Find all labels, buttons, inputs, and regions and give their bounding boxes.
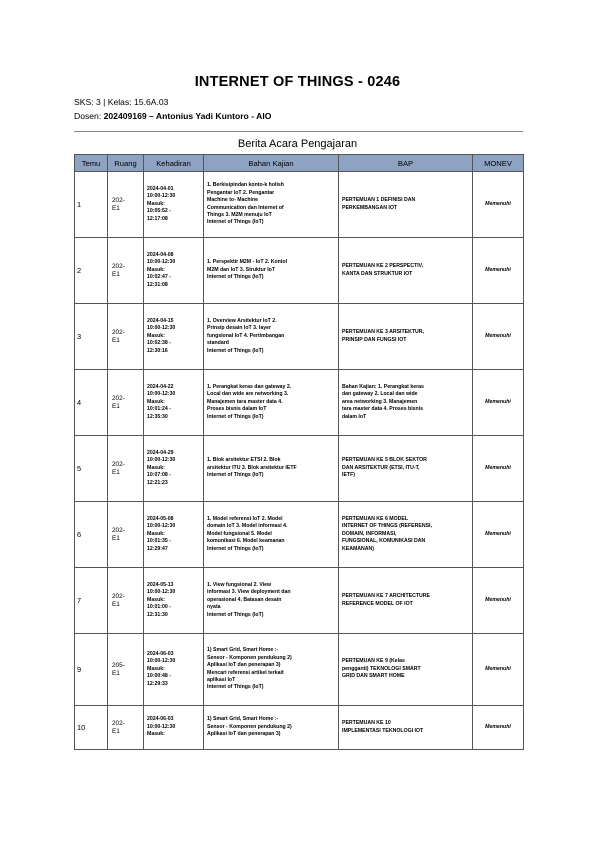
kehadiran-cell-line: 2024-05-13 [147, 581, 174, 588]
kehadiran-cell-line: Masuk: [147, 530, 165, 537]
kehadiran-cell-line: Masuk: [147, 266, 165, 273]
table-row [75, 502, 524, 568]
bahan-kajian-cell-line: Local dan wide are networking 3. [207, 391, 289, 398]
ruang-cell-line: E1 [112, 669, 120, 677]
bap-cell-line: KEAMANAN) [342, 545, 374, 552]
bahan-kajian-cell-line: Internet of Things (IoT) [207, 611, 264, 618]
kehadiran-cell-line: Masuk: [147, 665, 165, 672]
ruang-cell [108, 436, 144, 502]
table-row [75, 706, 524, 750]
bap-cell-line: KANTA DAN STRUKTUR IOT [342, 270, 413, 277]
monev-cell: Memenuhi [473, 634, 524, 706]
bahan-kajian-cell-line: domain IoT 3. Model informasi 4. [207, 523, 288, 530]
ruang-cell-line: E1 [112, 600, 120, 608]
ruang-cell-line: E1 [112, 534, 120, 542]
bahan-kajian-cell-line: 1) Smart Grid, Smart Home :- [207, 716, 279, 723]
ruang-cell [108, 502, 144, 568]
bahan-kajian-cell-line: arsitektur ITU 3. Blok arsitektur IETF [207, 464, 297, 471]
temu-cell: 1 [75, 172, 108, 238]
ruang-cell [108, 634, 144, 706]
table-row [75, 370, 524, 436]
bap-cell-line: tara master data 4. Proses bisnis [342, 406, 424, 413]
ruang-cell-line: E1 [112, 204, 120, 212]
bahan-kajian-cell-line: Internet of Things (IoT) [207, 684, 264, 691]
bap-cell-line: PERKEMBANGAN IOT [342, 204, 398, 211]
kehadiran-cell-line: 2024-04-29 [147, 449, 174, 456]
kehadiran-cell [144, 634, 204, 706]
kehadiran-cell-line: 10:07:08 - [147, 472, 171, 479]
monev-cell: Memenuhi [473, 238, 524, 304]
monev-cell: Memenuhi [473, 436, 524, 502]
ruang-cell-line: E1 [112, 402, 120, 410]
bap-cell [339, 238, 473, 304]
kehadiran-cell-line: 10:00-12:30 [147, 325, 176, 332]
kehadiran-cell [144, 238, 204, 304]
monev-cell: Memenuhi [473, 370, 524, 436]
bahan-kajian-cell-line: nyata [207, 604, 221, 611]
bap-cell-line: PERTEMUAN KE 2 PERSPECTIV, [342, 263, 424, 270]
bahan-kajian-cell-line: 1. Blok arsitektur ETSI 2. Blok [207, 457, 281, 464]
bahan-kajian-cell [204, 172, 339, 238]
bahan-kajian-cell-line: Machine to- Machine [207, 197, 259, 204]
kehadiran-cell-line: 2024-05-08 [147, 515, 174, 522]
kehadiran-cell [144, 172, 204, 238]
bap-cell-line: FUNGSIONAL, KOMUNIKASI DAN [342, 538, 426, 545]
kehadiran-cell-line: 12:31:30 [147, 611, 168, 618]
bap-cell-line: DOMAIN, INFORMASI, [342, 530, 397, 537]
temu-cell: 9 [75, 634, 108, 706]
kehadiran-cell-line: 12:35:30 [147, 413, 168, 420]
monev-cell: Memenuhi [473, 304, 524, 370]
bahan-kajian-cell-line: Sensor - Komponen pendukung 2) [207, 654, 292, 661]
bap-cell [339, 706, 473, 750]
table-row [75, 238, 524, 304]
bahan-kajian-cell-line: Internet of Things (IoT) [207, 472, 264, 479]
kehadiran-cell-line: 10:01:24 - [147, 406, 171, 413]
bap-cell-line: PERTEMUAN KE 6 MODEL [342, 515, 409, 522]
monev-cell: Memenuhi [473, 706, 524, 750]
kehadiran-cell-line: 2024-04-15 [147, 317, 174, 324]
kehadiran-cell-line: 10:02:47 - [147, 274, 171, 281]
header-temu: Temu [75, 155, 108, 172]
temu-cell: 2 [75, 238, 108, 304]
bap-cell-line: PERTEMUAN KE 3 ARSITEKTUR, [342, 329, 424, 336]
bahan-kajian-cell [204, 502, 339, 568]
lecturer-name: 202409169 – Antonius Yadi Kuntoro - AIO [103, 111, 272, 121]
kehadiran-cell-line: 12:31:08 [147, 281, 168, 288]
bahan-kajian-cell-line: Manajemen tara master data 4. [207, 398, 283, 405]
kehadiran-cell-line: 10:05:52 - [147, 208, 171, 215]
bahan-kajian-cell-line: 1. Perspektir M2M - IoT 2. Kontol [207, 259, 288, 266]
bap-cell-line: dan gateway 2. Local dan wide [342, 391, 418, 398]
bahan-kajian-cell-line: Internet of Things (IoT) [207, 219, 264, 226]
kehadiran-cell-line: 12:30:16 [147, 347, 168, 354]
temu-cell: 10 [75, 706, 108, 750]
kehadiran-cell-line: Masuk: [147, 731, 165, 738]
temu-cell: 5 [75, 436, 108, 502]
bap-cell [339, 370, 473, 436]
bap-cell-line: PERTEMUAN KE 5 BLOK SEKTOR [342, 457, 427, 464]
ruang-cell-line: E1 [112, 468, 120, 476]
bap-cell-line: PRINSIP DAN FUNGSI IOT [342, 336, 407, 343]
bahan-kajian-cell-line: Internet of Things (IoT) [207, 347, 264, 354]
bahan-kajian-cell-line: Proses bisnis dalam IoT [207, 406, 267, 413]
bap-cell [339, 436, 473, 502]
bahan-kajian-cell-line: fungsional IoT 4. Pertimbangan [207, 332, 285, 339]
table-body [75, 172, 524, 750]
ruang-cell [108, 568, 144, 634]
kehadiran-cell [144, 706, 204, 750]
monev-cell: Memenuhi [473, 172, 524, 238]
bap-cell [339, 304, 473, 370]
bahan-kajian-cell-line: Aplikasi IoT dan penerapan 3) [207, 731, 281, 738]
kehadiran-cell-line: 10:00-12:30 [147, 259, 176, 266]
ruang-cell-line: 202- [112, 719, 125, 727]
temu-cell: 7 [75, 568, 108, 634]
ruang-cell-line: 202- [112, 526, 125, 534]
monev-cell: Memenuhi [473, 568, 524, 634]
bahan-kajian-cell-line: 1. Perangkat keras dan gateway 2. [207, 383, 292, 390]
header-monev: MONEV [473, 155, 524, 172]
bahan-kajian-cell-line: Pengantar IoT 2. Pengantar [207, 189, 275, 196]
kehadiran-cell-line: 12:29:47 [147, 545, 168, 552]
bap-cell-line: REFERENCE MODEL OF IOT [342, 600, 413, 607]
bahan-kajian-cell-line: Internet of Things (IoT) [207, 274, 264, 281]
divider [74, 131, 523, 132]
table-row [75, 436, 524, 502]
bahan-kajian-cell-line: Aplikasi IoT dan penerapan 3) [207, 662, 281, 669]
ruang-cell-line: 202- [112, 328, 125, 336]
ruang-cell [108, 370, 144, 436]
kehadiran-cell-line: Masuk: [147, 332, 165, 339]
ruang-cell-line: 202- [112, 262, 125, 270]
kehadiran-cell-line: 10:01:35 - [147, 538, 171, 545]
document-title: INTERNET OF THINGS - 0246 [194, 74, 401, 90]
ruang-cell [108, 238, 144, 304]
ruang-cell-line: E1 [112, 727, 120, 735]
kehadiran-cell [144, 436, 204, 502]
temu-cell: 3 [75, 304, 108, 370]
bahan-kajian-cell [204, 568, 339, 634]
bap-cell-line: IETF) [342, 472, 355, 479]
ruang-cell-line: 202- [112, 196, 125, 204]
ruang-cell-line: E1 [112, 336, 120, 344]
teaching-record-table [74, 154, 524, 750]
bahan-kajian-cell-line: Internet of Things (IoT) [207, 545, 264, 552]
ruang-cell [108, 706, 144, 750]
bahan-kajian-cell-line: Things 3. M2M menuju IoT [207, 211, 272, 218]
bahan-kajian-cell [204, 238, 339, 304]
bahan-kajian-cell-line: operasional 4. Batasan desain [207, 596, 282, 603]
bap-cell-line: PERTEMUAN KE 7 ARCHITECTURE [342, 593, 430, 600]
header-bahan-kajian: Bahan Kajian [204, 155, 339, 172]
table-row [75, 172, 524, 238]
kehadiran-cell-line: Masuk: [147, 596, 165, 603]
bahan-kajian-cell [204, 706, 339, 750]
bap-cell-line: INTERNET OF THINGS (REFERENSI, [342, 523, 432, 530]
kehadiran-cell-line: 12:29:33 [147, 680, 168, 687]
ruang-cell [108, 304, 144, 370]
bap-cell-line: PERTEMUAN KE 10 [342, 720, 391, 727]
kehadiran-cell-line: 10:02:38 - [147, 340, 171, 347]
bap-cell-line: PERTEMUAN 1 DEFINISI DAN [342, 197, 416, 204]
bap-cell-line: pengganti) TEKNOLOGI SMART [342, 665, 421, 672]
bap-cell-line: DAN ARSITEKTUR (ETSI, ITU-T, [342, 464, 420, 471]
bahan-kajian-cell-line: Mencari referensi artikel terkait [207, 669, 284, 676]
kehadiran-cell [144, 502, 204, 568]
ruang-cell [108, 172, 144, 238]
kehadiran-cell [144, 370, 204, 436]
bahan-kajian-cell-line: Model fungsional 5. Model [207, 530, 272, 537]
bap-cell-line: dalam IoT [342, 413, 367, 420]
kehadiran-cell-line: Masuk: [147, 398, 165, 405]
bap-cell-line: Bahan Kajian: 1. Perangkat keras [342, 383, 424, 390]
bahan-kajian-cell [204, 634, 339, 706]
header-bap: BAP [339, 155, 473, 172]
monev-cell: Memenuhi [473, 502, 524, 568]
bap-cell-line: PERTEMUAN KE 9 (Kelas [342, 658, 405, 665]
bahan-kajian-cell [204, 436, 339, 502]
kehadiran-cell-line: 10:01:00 - [147, 604, 171, 611]
table-row [75, 634, 524, 706]
kehadiran-cell-line: 10:00-12:30 [147, 523, 176, 530]
ruang-cell-line: E1 [112, 270, 120, 278]
kehadiran-cell-line: 10:00-12:30 [147, 723, 176, 730]
bap-cell-line: IMPLEMENTASI TEKNOLOGI IOT [342, 727, 424, 734]
bahan-kajian-cell-line: Sensor - Komponen pendukung 2) [207, 723, 292, 730]
ruang-cell-line: 205- [112, 661, 125, 669]
bahan-kajian-cell-line: komunikasi 6. Model keamanan [207, 538, 285, 545]
ruang-cell-line: 202- [112, 394, 125, 402]
bahan-kajian-cell [204, 370, 339, 436]
lecturer-label: Dosen: [74, 111, 104, 121]
bap-cell [339, 634, 473, 706]
kehadiran-cell-line: Masuk: [147, 200, 165, 207]
bahan-kajian-cell-line: Prinsip desain IoT 3. layer [207, 325, 272, 332]
kehadiran-cell-line: 12:21:23 [147, 479, 168, 486]
bap-cell [339, 568, 473, 634]
table-header-row [75, 155, 524, 172]
table-row [75, 304, 524, 370]
lecturer-info [74, 111, 271, 121]
bahan-kajian-cell-line: Communication dan Internet of [207, 204, 284, 211]
bahan-kajian-cell-line: 1. Overview Arsitektur IoT 2. [207, 317, 277, 324]
kehadiran-cell-line: 10:00-12:30 [147, 193, 176, 200]
ruang-cell-line: 202- [112, 592, 125, 600]
bahan-kajian-cell-line: 1. Model referensi IoT 2. Model [207, 515, 283, 522]
kehadiran-cell-line: 2024-04-01 [147, 185, 174, 192]
temu-cell: 4 [75, 370, 108, 436]
kehadiran-cell-line: 10:00-12:30 [147, 589, 176, 596]
header-kehadiran: Kehadiran [144, 155, 204, 172]
table-row [75, 568, 524, 634]
section-title: Berita Acara Pengajaran [237, 138, 358, 150]
kehadiran-cell-line: 2024-04-08 [147, 251, 174, 258]
kehadiran-cell-line: 2024-06-03 [147, 650, 174, 657]
kehadiran-cell-line: 10:00-12:30 [147, 658, 176, 665]
kehadiran-cell-line: 12:17:08 [147, 215, 168, 222]
course-info: SKS: 3 | Kelas: 15.6A.03 [74, 97, 169, 107]
kehadiran-cell-line: 2024-06-03 [147, 716, 174, 723]
kehadiran-cell-line: Masuk: [147, 464, 165, 471]
ruang-cell-line: 202- [112, 460, 125, 468]
bahan-kajian-cell-line: Internet of Things (IoT) [207, 413, 264, 420]
bahan-kajian-cell-line: M2M dan IoT 3. Struktur IoT [207, 266, 276, 273]
kehadiran-cell-line: 10:00:48 - [147, 673, 171, 680]
kehadiran-cell [144, 568, 204, 634]
bahan-kajian-cell-line: aplikasi IoT [207, 676, 236, 683]
bap-cell-line: area networking 3. Manajemen [342, 398, 418, 405]
bap-cell-line: GRID DAN SMART HOME [342, 673, 405, 680]
temu-cell: 6 [75, 502, 108, 568]
bahan-kajian-cell-line: 1) Smart Grid, Smart Home :- [207, 647, 279, 654]
kehadiran-cell-line: 10:00-12:30 [147, 457, 176, 464]
kehadiran-cell-line: 2024-04-22 [147, 383, 174, 390]
bahan-kajian-cell-line: standard [207, 340, 229, 347]
bahan-kajian-cell-line: 1. Berkisipindan konto-k holish [207, 182, 284, 189]
bahan-kajian-cell [204, 304, 339, 370]
kehadiran-cell [144, 304, 204, 370]
bahan-kajian-cell-line: informasi 3. View deployment dan [207, 589, 291, 596]
kehadiran-cell-line: 10:00-12:30 [147, 391, 176, 398]
header-ruang: Ruang [108, 155, 144, 172]
bahan-kajian-cell-line: 1. View fungsional 2. View [207, 581, 272, 588]
bap-cell [339, 172, 473, 238]
bap-cell [339, 502, 473, 568]
